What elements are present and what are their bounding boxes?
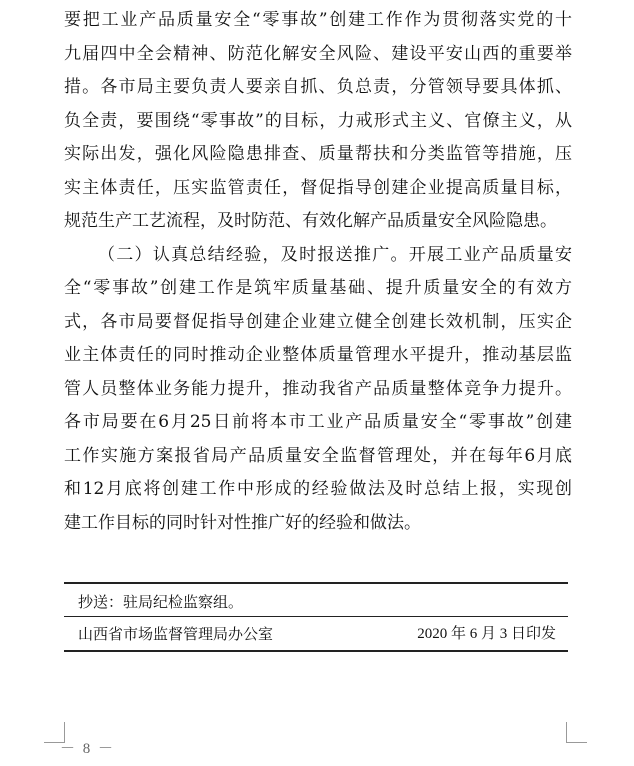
- body-line: 式，各市局要督促指导创建企业建立健全创建长效机制，压实企: [64, 311, 572, 332]
- footer-middle-rule: [64, 616, 568, 617]
- body-line: 工作实施方案报省局产品质量安全监督管理处，并在每年6月底: [64, 445, 572, 466]
- body-line: 措。各市局主要负责人要亲自抓、负总责，分管领导要具体抓、: [64, 77, 572, 97]
- body-line: 规范生产工艺流程，及时防范、有效化解产品质量安全风险隐患。: [64, 211, 557, 231]
- crop-mark-right: [566, 722, 587, 743]
- footer-top-rule: [64, 582, 568, 584]
- body-line: 各市局要在6月25日前将本市工业产品质量安全“零事故”创建: [64, 412, 572, 432]
- body-line: 要把工业产品质量安全“零事故”创建工作作为贯彻落实党的十: [64, 10, 572, 30]
- body-line: 实主体责任，压实监管责任，督促指导创建企业提高质量目标，: [64, 177, 572, 198]
- body-line: 和12月底将创建工作中形成的经验做法及时总结上报，实现创: [64, 479, 572, 499]
- print-date: 2020 年 6 月 3 日印发: [417, 626, 556, 642]
- section-heading-line: （二）认真总结经验，及时报送推广。开展工业产品质量安: [98, 244, 572, 265]
- body-line: 建工作目标的同时针对性推广好的经验和做法。: [64, 512, 421, 533]
- body-line: 九届四中全会精神、防范化解安全风险、建设平安山西的重要举: [64, 43, 572, 64]
- issuing-office: 山西省市场监督管理局办公室: [78, 625, 274, 643]
- page-number: － 8 －: [60, 741, 116, 757]
- body-line: 实际出发，强化风险隐患排查、质量帮扶和分类监管等措施，压: [64, 144, 572, 164]
- body-line: 负全责，要围绕“零事故”的目标，力戒形式主义、官僚主义，从: [64, 110, 572, 131]
- footer-bottom-rule: [64, 650, 568, 652]
- body-line: 管人员整体业务能力提升，推动我省产品质量整体竞争力提升。: [64, 378, 572, 399]
- cc-recipients: 抄送：驻局纪检监察组。: [78, 593, 244, 611]
- body-line: 业主体责任的同时推动企业整体质量管理水平提升，推动基层监: [64, 345, 572, 365]
- document-body: [64, 4, 572, 540]
- body-line: 全“零事故”创建工作是筑牢质量基础、提升质量安全的有效方: [64, 278, 572, 298]
